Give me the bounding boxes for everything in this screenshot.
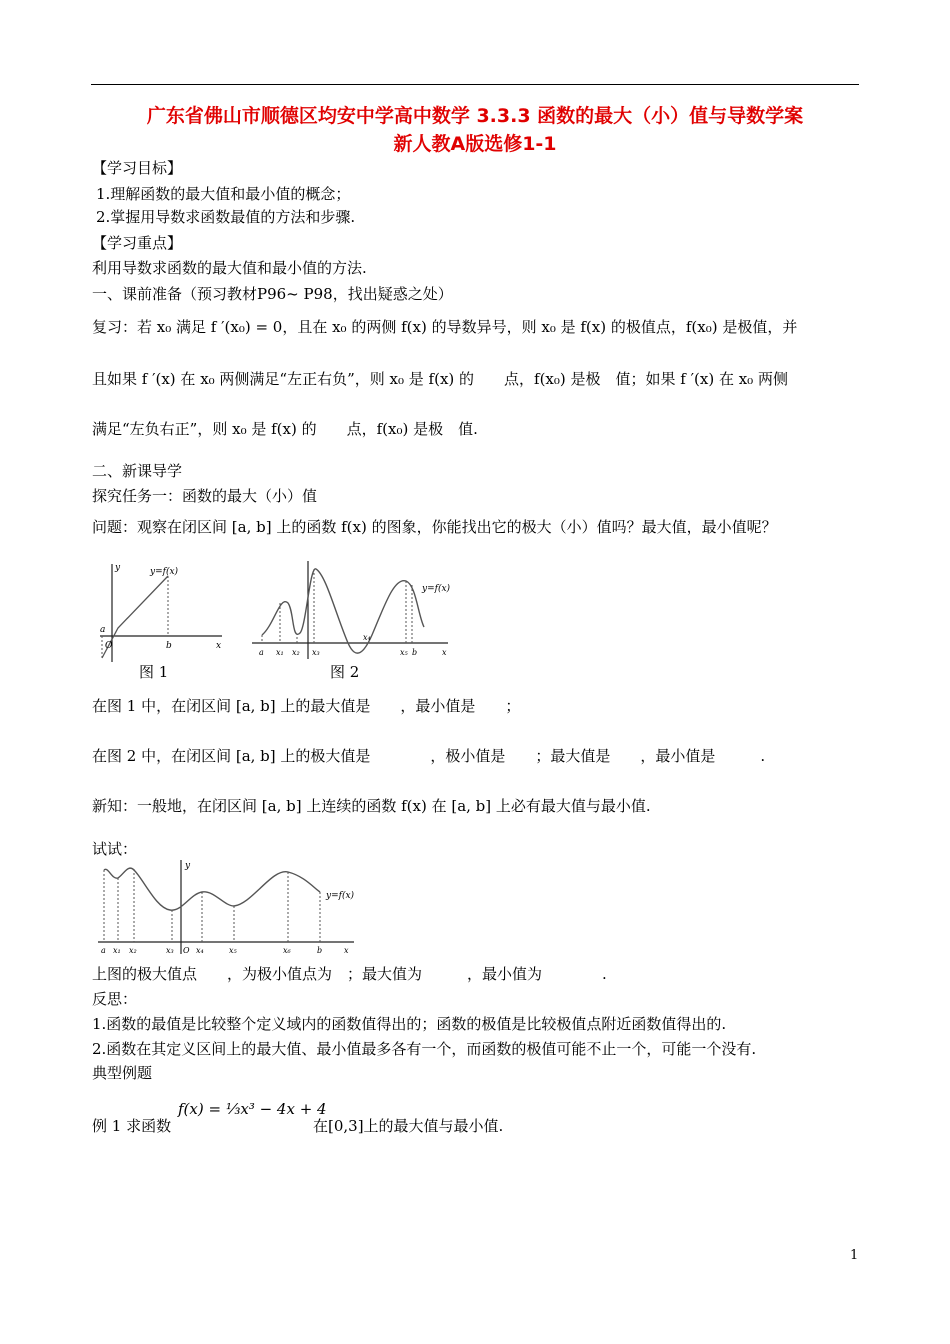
review-line-1: 复习：若 x₀ 满足 f ′(x₀) = 0，且在 x₀ 的两侧 f(x) 的导数异号，则 x₀ 是 f(x) 的极值点，f(x₀) 是极值，并 [92,318,798,336]
reflect-item-1: 1.函数的最值是比较整个定义域内的函数值得出的；函数的极值是比较极值点附近函数值得出的. [92,1015,727,1033]
example-1-formula: f(x) = ⅓x³ − 4x + 4 [178,1100,327,1118]
question-text: 问题：观察在闭区间 [a, b] 上的函数 f(x) 的图象，你能找出它的极大（小）值吗？最大值，最小值呢？ [92,518,777,536]
fig2-label-x1: x₁ [276,648,284,657]
key-heading: 【学习重点】 [92,234,183,252]
page-title-line2: 新人教A版选修1-1 [393,133,557,155]
fig1-label-o: O [105,641,113,651]
example-1-suffix: 在[0,3]上的最大值与最小值. [313,1117,504,1135]
fig2-label-x2: x₂ [292,648,300,657]
fig3-label-x: x [344,946,349,955]
goals-heading: 【学习目标】 [92,159,183,177]
fig1-label-y: y [115,563,121,573]
example-1-prefix: 例 1 求函数 [92,1117,172,1135]
reflect-heading: 反思： [92,990,138,1008]
page-title-line1: 广东省佛山市顺德区均安中学高中数学 3.3.3 函数的最大（小）值与导数学案 [146,105,804,127]
try-heading: 试试： [92,840,138,858]
page-number: 1 [850,1248,859,1263]
fig1-label-b: b [166,641,172,651]
key-text: 利用导数求函数的最大值和最小值的方法. [92,259,367,277]
figure-2-graph [252,555,452,663]
goal-item-1: 1.理解函数的最大值和最小值的概念； [96,185,351,203]
fig3-label-fx: y=f(x) [326,891,355,901]
fig3-label-a: a [101,946,106,955]
fig2-label-b: b [412,648,418,657]
figure-3-graph [92,858,362,958]
fig2-label-x3: x₃ [312,648,320,657]
fig1-question: 在图 1 中，在闭区间 [a, b] 上的最大值是 ，最小值是 ； [92,697,521,715]
fig3-label-x3: x₃ [166,946,174,955]
examples-heading: 典型例题 [92,1064,153,1082]
reflect-item-2: 2.函数在其定义区间上的最大值、最小值最多各有一个，而函数的极值可能不止一个，可能一个没有. [92,1040,757,1058]
top-rule [91,84,859,85]
fig1-label-a: a [100,625,106,635]
fig3-label-o: O [183,946,190,955]
fig2-label-x4: x₄ [363,633,371,642]
figure-2-caption: 图 2 [330,663,360,681]
fig2-question: 在图 2 中，在闭区间 [a, b] 上的极大值是 ，极小值是 ；最大值是 ，最小值是 . [92,747,766,765]
figure-1-graph [90,558,230,668]
fig1-label-fx: y=f(x) [150,567,179,577]
fig3-label-x5: x₅ [229,946,237,955]
fig3-label-b: b [317,946,323,955]
new-knowledge: 新知：一般地，在闭区间 [a, b] 上连续的函数 f(x) 在 [a, b] 上必有最大值与最小值. [92,797,651,815]
goal-item-2: 2.掌握用导数求函数最值的方法和步骤. [96,208,356,226]
fig3-label-x6: x₆ [283,946,291,955]
fig2-label-fx: y=f(x) [422,584,451,594]
fig1-label-x: x [216,641,222,651]
fig2-label-x5: x₅ [400,648,408,657]
fig2-label-a: a [259,648,264,657]
fig3-label-x4: x₄ [196,946,204,955]
review-line-2: 且如果 f ′(x) 在 x₀ 两侧满足“左正右负”，则 x₀ 是 f(x) 的 点，f(x₀) 是极 值；如果 f ′(x) 在 x₀ 两侧 [92,370,788,388]
figure-1-caption: 图 1 [139,663,169,681]
fig2-label-x: x [442,648,447,657]
fig3-label-y: y [185,861,191,871]
lesson-heading: 二、新课导学 [92,462,183,480]
prep-heading: 一、课前准备（预习教材P96~ P98，找出疑惑之处） [92,285,453,303]
fig3-label-x2: x₂ [129,946,137,955]
try-text: 上图的极大值点 ，为极小值点为 ；最大值为 ，最小值为 . [92,965,607,983]
task-heading: 探究任务一：函数的最大（小）值 [92,487,318,505]
fig3-label-x1: x₁ [113,946,121,955]
review-line-3: 满足“左负右正”，则 x₀ 是 f(x) 的 点，f(x₀) 是极 值. [92,420,478,438]
